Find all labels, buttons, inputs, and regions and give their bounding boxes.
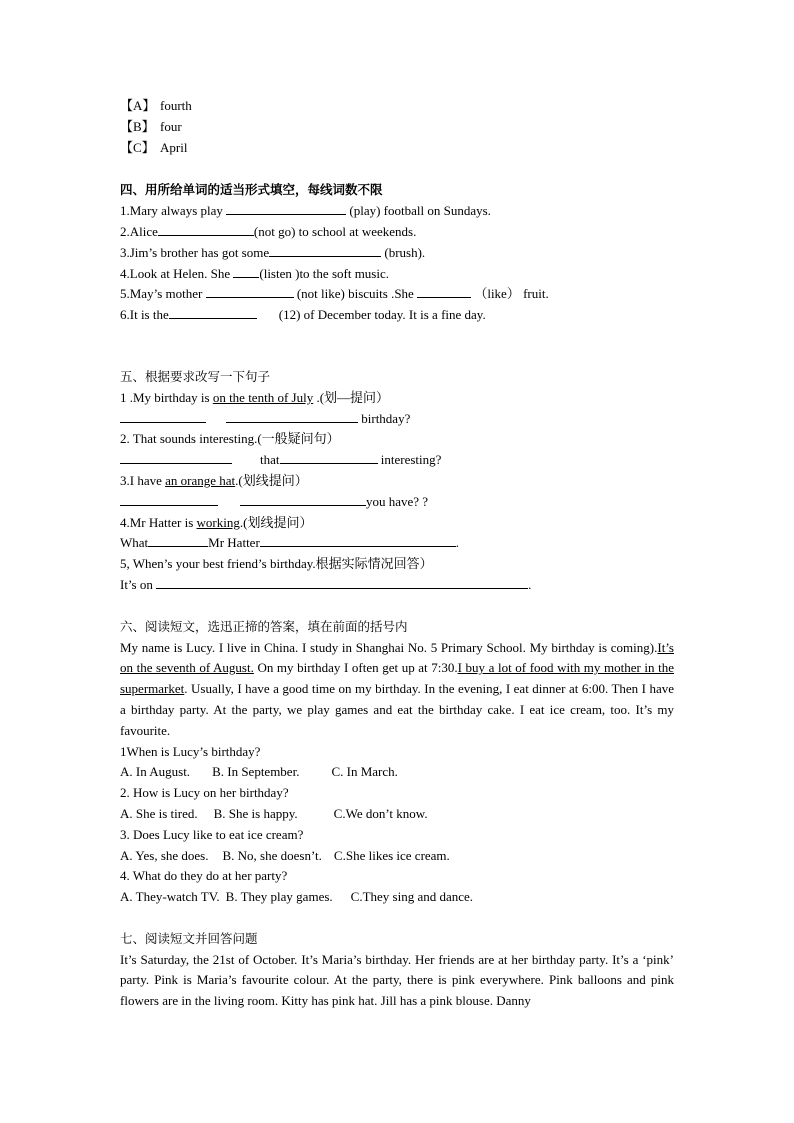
choice-b[interactable]: B. In September. [212, 764, 300, 780]
s6-q4-options [120, 887, 674, 908]
option-key: 【C】 [120, 139, 155, 155]
answer-blank[interactable] [169, 305, 257, 319]
choice-c[interactable]: C.We don’t know. [333, 805, 428, 821]
s6-q2: 2. How is Lucy on her birthday? [120, 785, 289, 801]
s4-q2 [120, 222, 674, 243]
q-text: (listen )to the soft music. [259, 265, 389, 281]
choice-a[interactable]: A. Yes, she does. [120, 847, 209, 863]
passage-text: On my birthday I often get up at 7:30. [253, 660, 458, 676]
q-text: 1 .My birthday is [120, 389, 213, 405]
worksheet-page [120, 96, 674, 1012]
q-text: (12) of December today. It is a fine day. [278, 307, 486, 323]
q-text: . [528, 576, 532, 592]
s6-passage [120, 638, 674, 742]
q-text: (not go) to school at weekends. [253, 223, 417, 239]
answer-blank[interactable] [226, 201, 346, 215]
option-text: four [160, 118, 182, 134]
s4-q4 [120, 264, 674, 285]
s5-q3 [120, 471, 674, 492]
answer-blank[interactable] [206, 284, 294, 298]
q-text: birthday? [358, 410, 411, 426]
s6-q1: 1When is Lucy’s birthday? [120, 743, 261, 759]
answer-blank[interactable] [269, 243, 381, 257]
s4-q1 [120, 201, 674, 222]
s5-q4 [120, 513, 674, 534]
answer-blank[interactable] [120, 450, 232, 464]
underlined-phrase: working [196, 514, 240, 530]
answer-blank[interactable] [280, 450, 378, 464]
choice-b[interactable]: B. They play games. [225, 889, 333, 905]
choice-b[interactable]: B. No, she doesn’t. [222, 847, 322, 863]
q-text: 4.Look at Helen. She [120, 265, 234, 281]
q-text: 3.I have [120, 472, 166, 488]
q-text: (brush). [381, 244, 426, 260]
choice-c[interactable]: C.She likes ice cream. [333, 847, 450, 863]
option-text: fourth [160, 98, 192, 113]
q-text: It’s on [120, 576, 157, 592]
underlined-phrase: an orange hat [165, 472, 236, 488]
q-text: Mr Hatter [208, 535, 260, 551]
q-text: 1.Mary always play [120, 203, 227, 219]
passage-text: My name is Lucy. I live in China. I study in Shanghai No. 5 Primary School. My birthday is coming). [120, 639, 658, 655]
answer-blank[interactable] [120, 492, 218, 506]
answer-blank[interactable] [148, 533, 208, 547]
s5-q5-answer [120, 575, 674, 596]
s4-q3 [120, 243, 674, 264]
s6-q3-options [120, 846, 674, 867]
s7-passage: It’s Saturday, the 21st of October. It’s Maria’s birthday. Her friends are at her birthday party. It’s a ‘pink’ party. Pink is Maria’s favourite colour. At the party, there is pink everywhere. Pink balloons and pink flowers are in the living room. Kitty has pink hat. Jill has a pink blouse. Danny [120, 951, 674, 1009]
choice-a[interactable]: A. They-watch TV. [120, 889, 220, 905]
answer-blank[interactable] [156, 575, 528, 589]
choice-a[interactable]: A. In August. [120, 764, 191, 780]
q-text: .(划线提问） [235, 472, 308, 488]
s5-q2-answer [120, 450, 674, 471]
q-text: . [455, 535, 460, 551]
s6-q4: 4. What do they do at her party? [120, 868, 288, 884]
q-text: 4.Mr Hatter is [120, 514, 197, 530]
passage-text: . Usually, I have a good time on my birthday. In the evening, I eat dinner at 6:00. Then I have a birthday party. At the party, we play games and eat the birthday cake. I eat ice cream, too. It’s my favourite. [120, 681, 674, 738]
s5-q4-answer [120, 533, 674, 554]
answer-blank[interactable] [240, 492, 366, 506]
q-text: 6.It is the [120, 307, 169, 323]
q-text: that [260, 452, 280, 468]
section5-title: 五、根据要求改写一下句子 [120, 368, 271, 384]
section6-title: 六、阅读短文，选迅正揥的答案，填在前面的括号内 [120, 618, 408, 634]
answer-blank[interactable] [158, 222, 254, 236]
choice-a[interactable]: A. She is tired. [120, 805, 198, 821]
s5-q1-answer [120, 409, 674, 430]
q-text: 5.May’s mother [120, 286, 206, 302]
s4-q5 [120, 284, 674, 305]
q-text: (not like) biscuits .She [293, 286, 418, 302]
q-text: .(划线提问） [239, 514, 313, 530]
q-text: .(划—提问） [313, 389, 390, 405]
q-text: you have? ? [366, 493, 429, 509]
s6-q3: 3. Does Lucy like to eat ice cream? [120, 826, 304, 842]
q-text: What [120, 535, 149, 551]
underlined-phrase: It’s on the seventh of August. [120, 639, 674, 676]
s5-q3-answer [120, 492, 674, 513]
underlined-phrase: on the tenth of July [212, 389, 314, 405]
answer-blank[interactable] [120, 409, 206, 423]
choice-c[interactable]: C.They sing and dance. [350, 889, 474, 905]
q-text: 2.Alice [120, 223, 158, 239]
s5-q5: 5, When’s your best friend’s birthday.根据实际情况回答） [120, 556, 433, 572]
option-key: 【B】 [120, 118, 155, 134]
underlined-phrase: I buy a lot of food with my mother in the supermarket [120, 660, 674, 697]
q-text: （like） fruit. [471, 286, 549, 302]
q-text: (play) football on Sundays. [346, 203, 491, 219]
choice-b[interactable]: B. She is happy. [213, 805, 298, 821]
choice-c[interactable]: C. In March. [331, 764, 398, 780]
s6-q2-options [120, 804, 674, 825]
answer-blank[interactable] [417, 284, 471, 298]
answer-blank[interactable] [233, 264, 259, 278]
s6-q1-options [120, 762, 674, 783]
s5-q2: 2. That sounds interesting.(一般疑问句） [120, 431, 340, 447]
q-text: interesting? [377, 452, 442, 468]
option-a [120, 96, 674, 117]
option-text: April [160, 139, 188, 155]
section4-title: 四、用所给单词的适当形式填空，每线词数不限 [120, 182, 383, 198]
section7-title: 七、阅读短文并回答问题 [120, 930, 258, 946]
option-b [120, 117, 674, 138]
q-text: 3.Jim’s brother has got some [120, 244, 270, 260]
option-key: 【A】 [120, 98, 156, 113]
option-c [120, 138, 674, 159]
s4-q6 [120, 305, 674, 326]
answer-blank[interactable] [260, 533, 456, 547]
s5-q1 [120, 388, 674, 409]
answer-blank[interactable] [226, 409, 358, 423]
